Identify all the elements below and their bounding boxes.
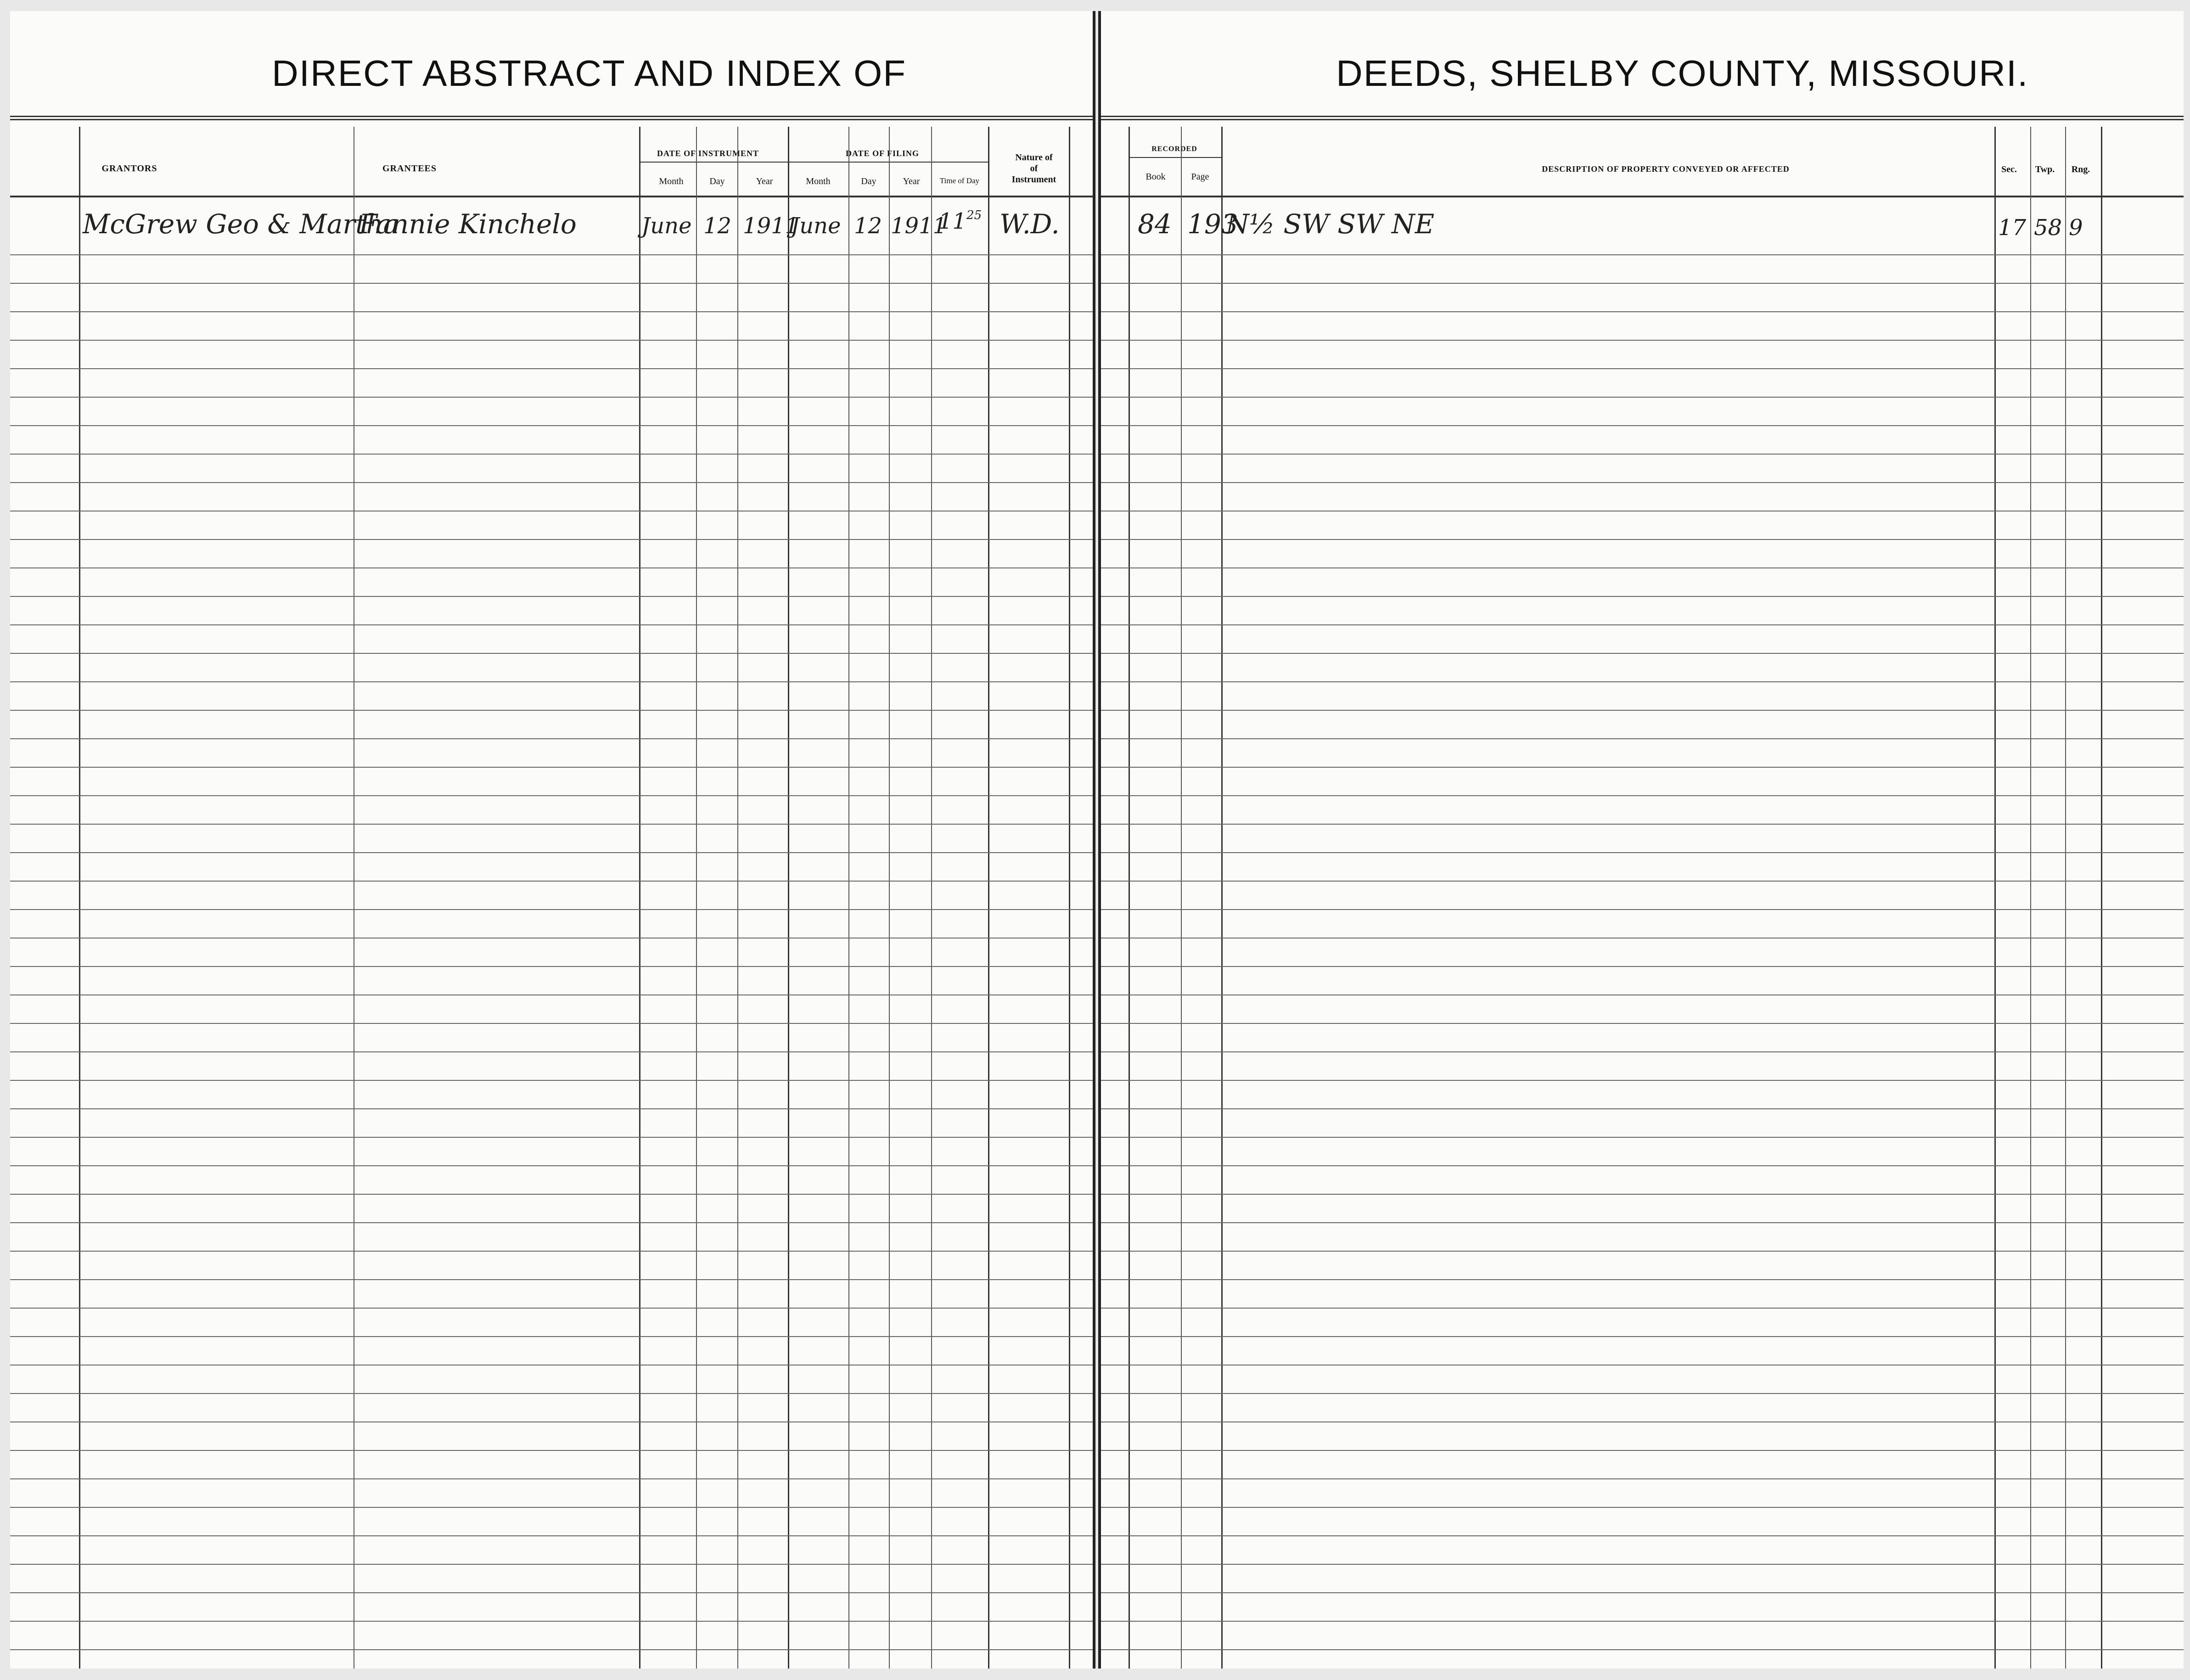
ledger-line xyxy=(1101,710,2184,711)
ledger-line xyxy=(1101,539,2184,540)
instrument-day-header: Day xyxy=(709,176,725,186)
ledger-line xyxy=(10,1564,1093,1565)
ledger-line xyxy=(1101,1279,2184,1280)
ledger-line xyxy=(1101,1592,2184,1593)
ledger-line xyxy=(10,1222,1093,1223)
ledger-line xyxy=(1101,824,2184,825)
filing-year-rule xyxy=(931,127,932,1669)
instrument-day-entry: 12 xyxy=(703,213,732,239)
ledger-line xyxy=(1101,368,2184,369)
ledger-line xyxy=(1101,653,2184,654)
date-instrument-divider xyxy=(640,162,789,163)
filing-time-entry xyxy=(938,208,982,234)
filing-year-header: Year xyxy=(903,176,920,186)
ledger-line xyxy=(1101,1308,2184,1309)
date-filing-divider xyxy=(789,162,988,163)
ledger-line xyxy=(10,909,1093,910)
rng-entry: 9 xyxy=(2069,215,2083,241)
ledger-line xyxy=(10,311,1093,312)
ledger-line xyxy=(1101,795,2184,796)
book-right-rule xyxy=(1181,127,1182,1669)
inst-month-rule xyxy=(696,127,697,1669)
left-column-header xyxy=(10,127,1093,197)
ledger-line xyxy=(10,1336,1093,1337)
ledger-line xyxy=(1101,909,2184,910)
date-of-instrument-header: DATE OF INSTRUMENT xyxy=(657,149,759,158)
ledger-line xyxy=(1101,454,2184,455)
ledger-line xyxy=(10,1393,1093,1394)
filing-time-hour: 11 xyxy=(938,208,967,234)
ledger-line xyxy=(10,596,1093,597)
grantors-header: GRANTORS xyxy=(101,163,157,174)
filing-year-entry: 1911 xyxy=(891,213,947,239)
sec-right-rule xyxy=(2030,127,2031,1669)
ledger-line xyxy=(1101,767,2184,768)
ledger-line xyxy=(1101,1051,2184,1052)
ledger-line xyxy=(10,966,1093,967)
description-entry: N½ SW SW NE xyxy=(1226,208,1435,240)
filing-month-entry: June xyxy=(791,213,841,239)
ledger-line xyxy=(1101,482,2184,483)
ledger-line xyxy=(1101,852,2184,853)
ledger-line xyxy=(10,1507,1093,1508)
ledger-line xyxy=(10,1592,1093,1593)
ledger-line xyxy=(1101,881,2184,882)
ledger-line xyxy=(10,1023,1093,1024)
ledger-line xyxy=(10,1137,1093,1138)
filing-time-rule xyxy=(988,127,989,1669)
grantee-entry: Fannie Kinchelo xyxy=(359,208,577,240)
grantees-right-rule xyxy=(639,127,640,1669)
filing-day-entry: 12 xyxy=(854,213,882,239)
ledger-line xyxy=(10,368,1093,369)
nature-header-line1: Nature of xyxy=(1015,152,1053,163)
page-entry: 193 xyxy=(1187,208,1238,240)
left-page-title: DIRECT ABSTRACT AND INDEX OF xyxy=(272,53,907,94)
ledger-line xyxy=(1101,283,2184,284)
right-page-title: DEEDS, SHELBY COUNTY, MISSOURI. xyxy=(1336,53,2029,94)
ledger-line xyxy=(1101,1478,2184,1479)
filing-day-rule xyxy=(889,127,890,1669)
book-header: Book xyxy=(1146,172,1166,182)
instrument-year-header: Year xyxy=(756,176,773,186)
ledger-line xyxy=(1101,1023,2184,1024)
filing-month-header: Month xyxy=(806,176,831,186)
ledger-line xyxy=(1101,681,2184,682)
ledger-line xyxy=(1101,1080,2184,1081)
ledger-line xyxy=(1101,1649,2184,1650)
filing-time-header: Time of Day xyxy=(939,176,980,185)
rng-header: Rng. xyxy=(2071,164,2090,174)
twp-header: Twp. xyxy=(2035,164,2055,174)
right-column-header xyxy=(1101,127,2184,197)
ledger-line xyxy=(1101,1336,2184,1337)
ledger-line xyxy=(10,653,1093,654)
description-right-rule xyxy=(1994,127,1996,1669)
ledger-line xyxy=(10,567,1093,568)
ledger-line xyxy=(1101,596,2184,597)
ledger-line xyxy=(1101,966,2184,967)
instrument-month-entry: June xyxy=(641,213,692,239)
ledger-line xyxy=(10,283,1093,284)
nature-header-line3: Instrument xyxy=(1011,174,1056,185)
ledger-line xyxy=(10,1621,1093,1622)
twp-entry: 58 xyxy=(2034,215,2062,241)
ledger-line xyxy=(10,852,1093,853)
ledger-line xyxy=(10,1080,1093,1081)
ledger-line xyxy=(1101,1507,2184,1508)
filing-day-header: Day xyxy=(861,176,876,186)
ledger-line xyxy=(10,1108,1093,1109)
grantors-entry: McGrew Geo & Martha xyxy=(83,208,399,240)
filing-month-rule xyxy=(848,127,849,1669)
left-title-band xyxy=(10,11,1093,120)
ledger-line xyxy=(1101,1194,2184,1195)
sec-header: Sec. xyxy=(2001,164,2017,174)
ledger-line xyxy=(1101,1165,2184,1166)
ledger-line xyxy=(10,1194,1093,1195)
page-header: Page xyxy=(1191,172,1209,182)
ledger-line xyxy=(10,1165,1093,1166)
ledger-line xyxy=(10,425,1093,426)
nature-entry: W.D. xyxy=(1000,208,1060,240)
instrument-year-entry: 1911 xyxy=(743,213,799,239)
ledger-line xyxy=(1101,1251,2184,1252)
ledger-line xyxy=(1101,738,2184,739)
ledger-line xyxy=(1101,397,2184,398)
nature-header-line2: of xyxy=(1030,163,1038,174)
ledger-line xyxy=(10,1051,1093,1052)
right-page xyxy=(1098,11,2184,1669)
ledger-line xyxy=(1101,1535,2184,1536)
ledger-line xyxy=(1101,1108,2184,1109)
ledger-line xyxy=(1101,1137,2184,1138)
instrument-month-header: Month xyxy=(659,176,684,186)
ledger-line xyxy=(10,1308,1093,1309)
rng-right-rule xyxy=(2101,127,2102,1669)
ledger-line xyxy=(10,340,1093,341)
ledger-line xyxy=(10,482,1093,483)
page-right-rule xyxy=(1221,127,1223,1669)
ledger-line xyxy=(10,710,1093,711)
ledger-line xyxy=(1101,425,2184,426)
right-title-band xyxy=(1101,11,2184,120)
recorded-header: RECORDED xyxy=(1151,145,1197,153)
ledger-line xyxy=(1101,311,2184,312)
book-entry: 84 xyxy=(1138,208,1172,240)
ledger-line xyxy=(10,1535,1093,1536)
inst-year-rule xyxy=(788,127,789,1669)
nature-right-rule xyxy=(1069,127,1070,1669)
ledger-line xyxy=(10,1279,1093,1280)
ledger-line xyxy=(1101,1450,2184,1451)
recorded-divider xyxy=(1129,157,1221,158)
inst-day-rule xyxy=(737,127,738,1669)
ledger-line xyxy=(10,254,1093,255)
ledger-line xyxy=(10,795,1093,796)
left-page xyxy=(10,11,1095,1669)
ledger-line xyxy=(1101,624,2184,625)
grantees-header: GRANTEES xyxy=(382,163,437,174)
ledger-line xyxy=(10,881,1093,882)
sec-entry: 17 xyxy=(1998,215,2027,241)
ledger-line xyxy=(1101,254,2184,255)
ledger-line xyxy=(10,1450,1093,1451)
ledger-line xyxy=(10,1251,1093,1252)
ledger-line xyxy=(10,824,1093,825)
ledger-line xyxy=(1101,567,2184,568)
ledger-line xyxy=(10,767,1093,768)
ledger-line xyxy=(10,1478,1093,1479)
ledger-line xyxy=(10,454,1093,455)
ledger-line xyxy=(10,397,1093,398)
description-header: DESCRIPTION OF PROPERTY CONVEYED OR AFFECTED xyxy=(1542,164,1790,174)
ledger-line xyxy=(10,681,1093,682)
ledger-line xyxy=(10,1649,1093,1650)
ledger-line xyxy=(1101,1222,2184,1223)
book-left-rule xyxy=(1129,127,1130,1669)
filing-time-minute: 25 xyxy=(966,208,982,222)
ledger-line xyxy=(10,624,1093,625)
date-of-filing-header: DATE OF FILING xyxy=(845,149,919,158)
ledger-line xyxy=(1101,1621,2184,1622)
ledger-line xyxy=(1101,1393,2184,1394)
ledger-line xyxy=(1101,1564,2184,1565)
ledger-line xyxy=(10,738,1093,739)
ledger-line xyxy=(10,539,1093,540)
grantors-left-rule xyxy=(79,127,80,1669)
twp-right-rule xyxy=(2065,127,2066,1669)
ledger-line xyxy=(1101,340,2184,341)
